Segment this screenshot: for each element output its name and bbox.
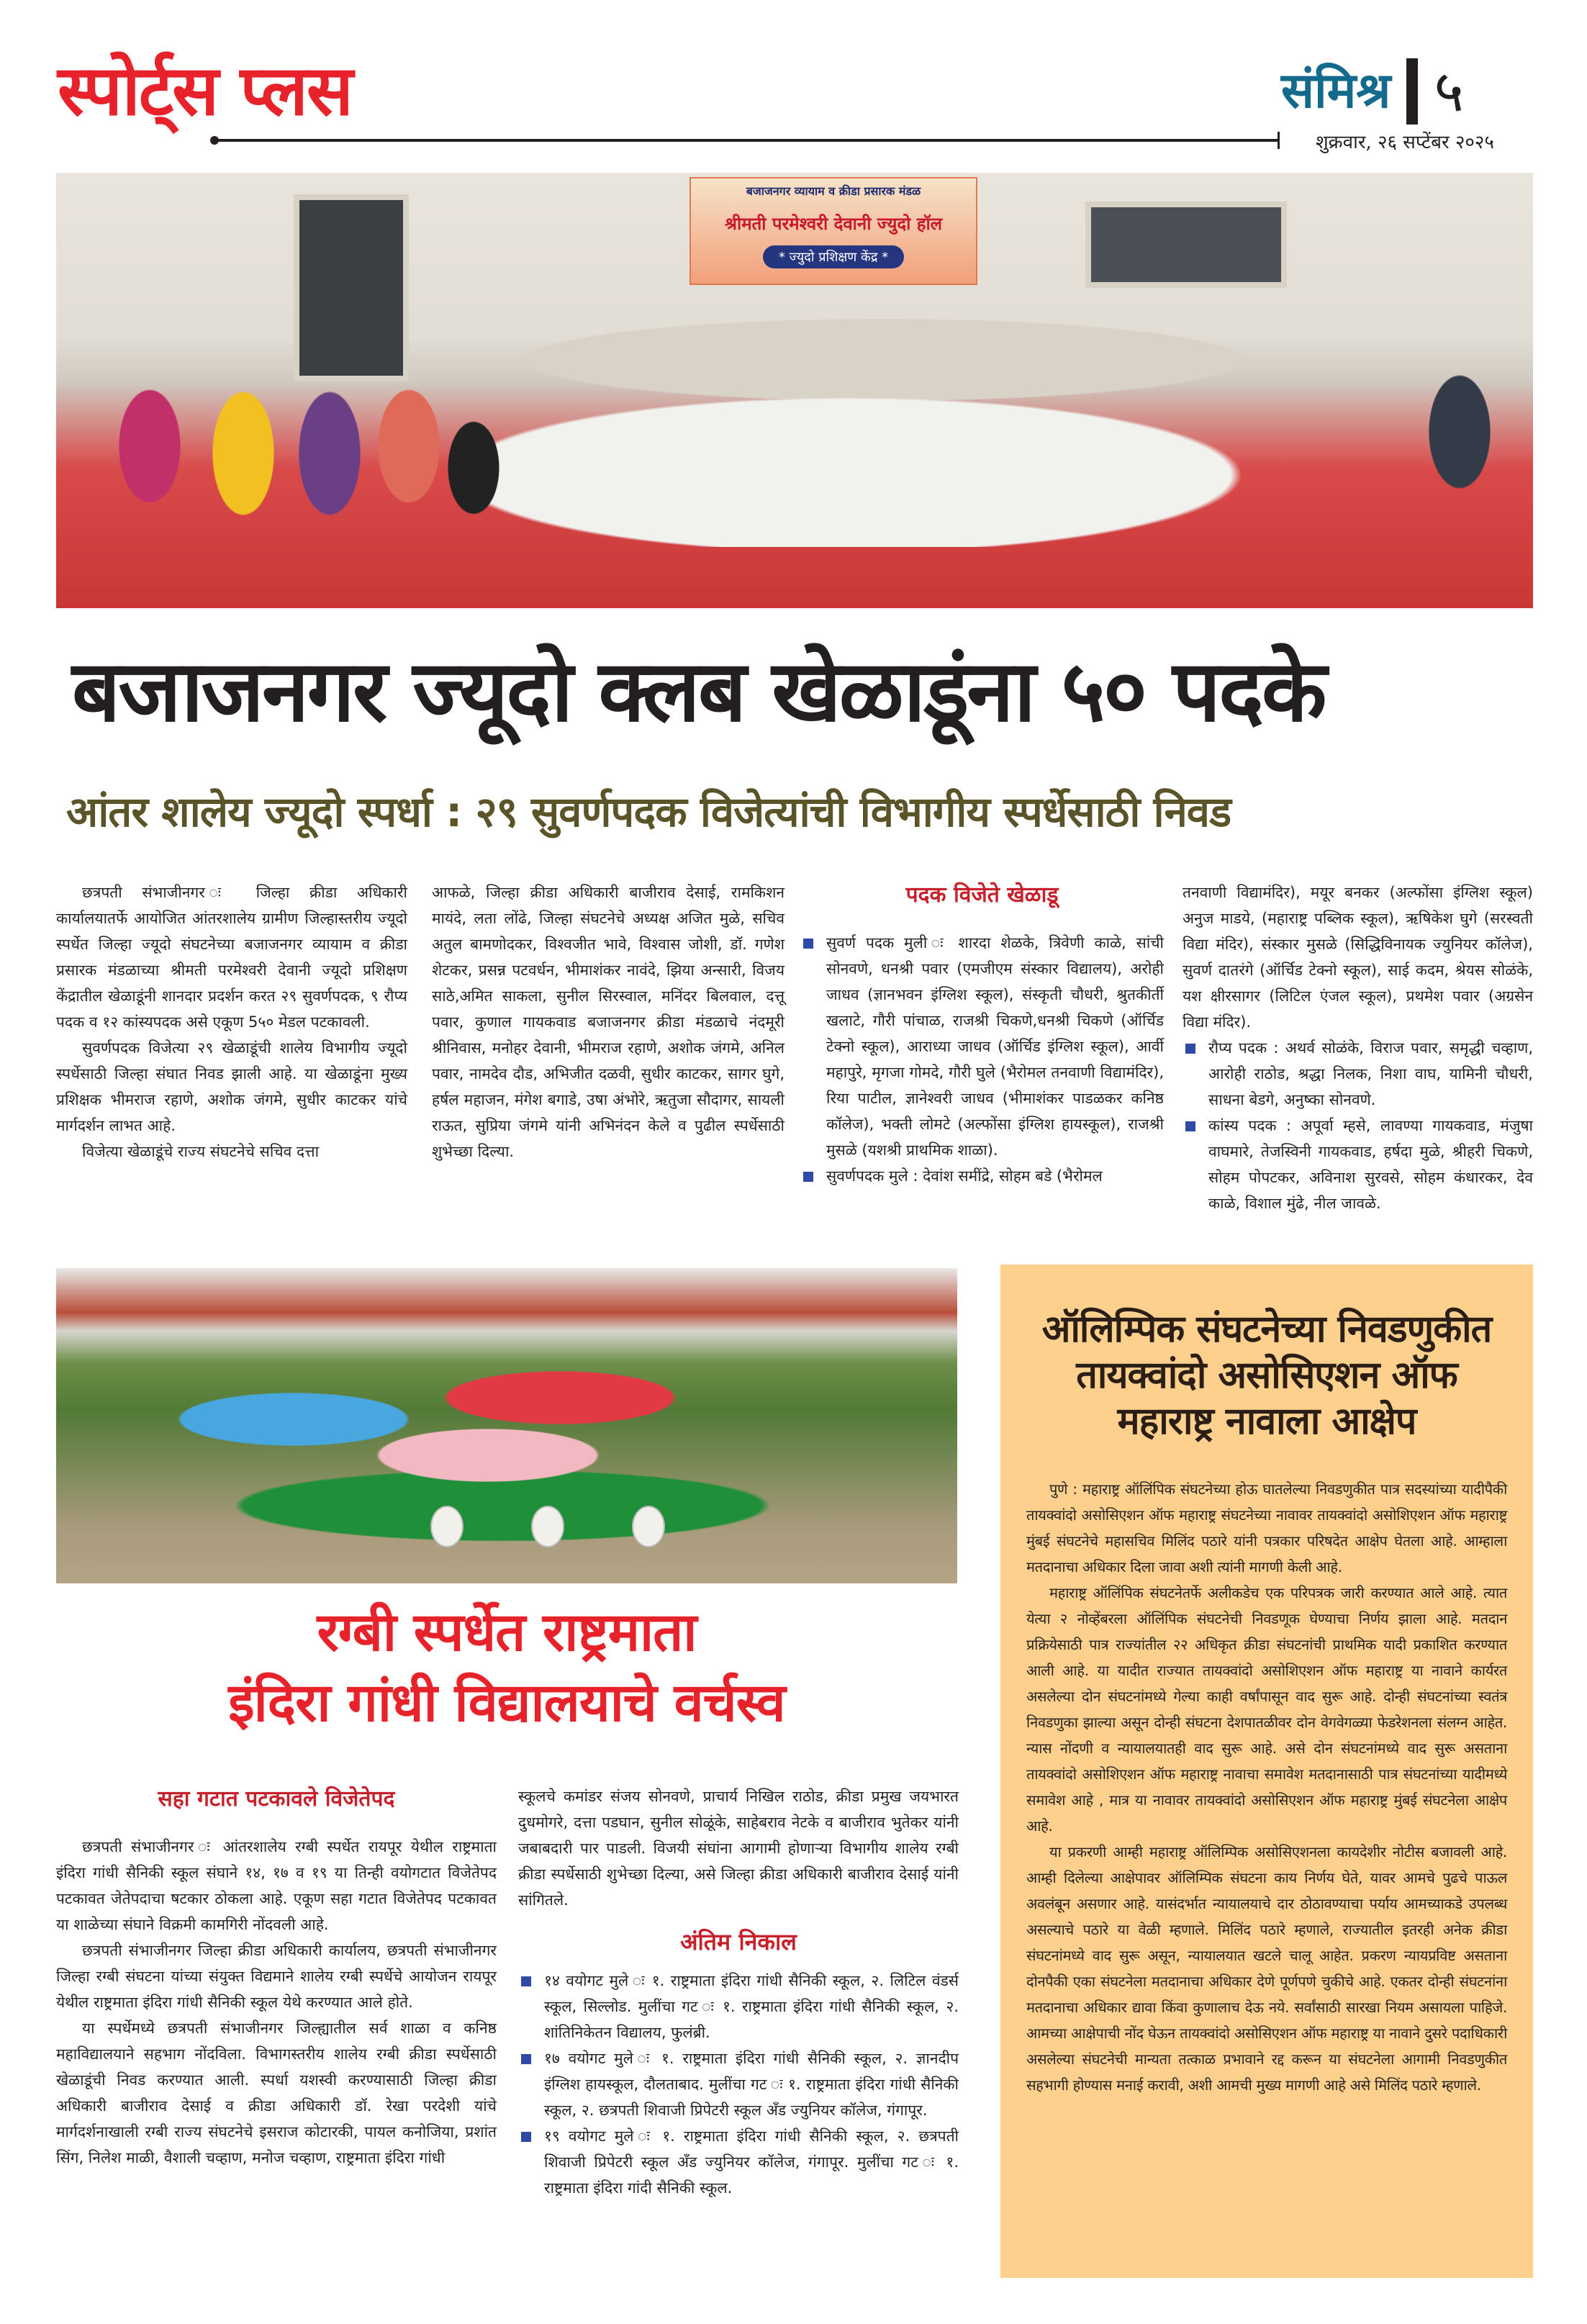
winners-column (800, 880, 1164, 1189)
square-bullet-icon (521, 2054, 531, 2064)
winners-text: सुवर्णपदक मुले : देवांश समींद्रे, सोहम बडे (भैरोमल (826, 1167, 1103, 1185)
results-list-item (518, 1968, 959, 2045)
winners-list-item (800, 1163, 1164, 1189)
article-paragraph: या स्पर्धेमध्ये छत्रपती संभाजीनगर जिल्ह्यातील सर्व शाळा व कनिष्ठ महाविद्यालयाने सहभाग नोंदविला. विभागस्तरीय शालेय रग्बी क्रीडा स्पर्धेसाठी खेळाडूंची निवड करण्यात आली. स्पर्धा यशस्वी करण्यासाठी जिल्हा क्रीडा अधिकारी बाजीराव देसाई व क्रीडा अधिकारी डॉ. रेखा परदेशी यांचे मार्गदर्शनाखाली रग्बी राज्य संघटनेचे इसराज कोटारकी, पायल कनोजिया, प्रशांत सिंग, निलेश माळी, वैशाली चव्हाण, मनोज चव्हाण, राष्ट्रमाता इंदिरा गांधी (56, 2020, 497, 2166)
article-paragraph: छत्रपती संभाजीनगर ः आंतरशालेय रग्बी स्पर्धेत रायपूर येथील राष्ट्रमाता इंदिरा गांधी सैनिकी स्कूल संघाने १४, १७ व १९ या तिन्ही वयोगटात विजेतेपद पटकावत जेतेपदाचा षटकार ठोकला आहे. एकूण सहा गटात विजेतेपद पटकावत या शाळेच्या संघाने विक्रमी कामगिरी नोंदवली आहे. (56, 1838, 497, 1933)
results-text: १४ वयोगट मुले ः १. राष्ट्रमाता इंदिरा गांधी सैनिकी स्कूल, २. लिटिल वंडर्स स्कूल, सिल्लोड. मुलींचा गट ः १. राष्ट्रमाता इंदिरा गांधी सैनिकी स्कूल, २. शांतिनिकेतन विद्यालय, फुलंब्री. (544, 1972, 959, 2041)
winners-text: तनवाणी विद्यामंदिर), मयूर बनकर (अल्फोंसा इंग्लिश स्कूल) अनुज माडये, (महाराष्ट्र पब्लिक स्कूल), ऋषिकेश घुगे (सरस्वती विद्या मंदिर), संस्कार मुसळे (सिद्धिविनायक ज्युनियर कॉलेज), सुवर्ण दातरंगे (ऑर्चिड टेक्नो स्कूल), साई कदम, श्रेयस सोळंके, यश क्षीरसागर (लिटिल एंजल स्कूल), प्रथमेश पवार (अग्रसेन विद्या मंदिर). (1183, 884, 1533, 1031)
rugby-column (518, 1783, 959, 2201)
article-paragraph: छत्रपती संभाजीनगर ः जिल्हा क्रीडा अधिकारी कार्यालयातर्फे आयोजित आंतरशालेय ग्रामीण जिल्हास्तरीय ज्यूदो स्पर्धेत जिल्हा ज्यूदो संघटनेच्या बजाजनगर व्यायाम व क्रीडा प्रसारक मंडळाच्या श्रीमती परमेश्वरी देवानी ज्यूदो प्रशिक्षण केंद्रातील खेळाडूंनी शानदार प्रदर्शन करत २९ सुवर्णपदक, ९ रौप्य पदक व १२ कांस्यपदक असे एकूण 5५० मेडल पटकावली. (56, 884, 407, 1031)
square-bullet-icon (1185, 1121, 1195, 1131)
section-title: स्पोर्ट्स प्लस (58, 50, 352, 131)
rugby-headline (56, 1598, 957, 1738)
article-paragraph: महाराष्ट्र ऑलिंपिक संघटनेतर्फे अलीकडेच एक परिपत्रक जारी करण्यात आले आहे. त्यात येत्या २ नोव्हेंबरला ऑलिंपिक संघटनेची निवडणूक घेण्याचा निर्णय झाला आहे. मतदान प्रक्रियेसाठी पात्र राज्यांतील २२ अधिकृत क्रीडा संघटनांची प्राथमिक यादी प्रकाशित करण्यात आली आहे. या यादीत राज्यात तायक्वांदो असोशिएशन ऑफ महाराष्ट्र या नावाने कार्यरत असलेल्या दोन संघटनांमध्ये गेल्या काही वर्षांपासून वाद सुरू आहे. दोन्ही संघटनांच्या स्वतंत्र निवडणुका झाल्या असून दोन्ही संघटना देशपातळीवर दोन वेगवेगळ्या फेडरेशनला संलग्न आहेत. न्यास नोंदणी व न्यायालयातही वाद सुरू आहे. असे दोन संघटनांमध्ये वाद सुरू असताना तायक्वांदो असोशिएशन ऑफ महाराष्ट्र नावाचा समावेश मतदानासाठी पात्र संघटनांच्या यादीमध्ये समावेश आहे , मात्र या नावावर तायक्वांदो असोसिएशन ऑफ महाराष्ट्र मुंबई संघटनेला आक्षेप आहे. (1026, 1584, 1507, 1835)
square-bullet-icon (803, 1172, 813, 1182)
results-heading: अंतिम निकाल (680, 1928, 797, 1955)
winners-list-item (800, 930, 1164, 1163)
rugby-ball (531, 1506, 564, 1547)
olympic-headline: ऑलिम्पिक संघटनेच्या निवडणुकीत तायक्वांदो असोसिएशन ऑफ महाराष्ट्र नावाला आक्षेप (1041, 1308, 1492, 1443)
rugby-headline-line: इंदिरा गांधी विद्यालयाचे वर्चस्व (228, 1671, 785, 1734)
issue-date: शुक्रवार, २६ सप्टेंबर २०२५ (1316, 132, 1494, 153)
olympic-body (1026, 1476, 1507, 2098)
banner-line: * ज्युदो प्रशिक्षण केंद्र * (763, 245, 904, 268)
winners-column (1183, 880, 1533, 1216)
article-paragraph: विजेत्या खेळाडूंचे राज्य संघटनेचे सचिव दत्ता (82, 1143, 320, 1160)
results-text: १९ वयोगट मुले ः १. राष्ट्रमाता इंदिरा गांधी सैनिकी स्कूल, २. छत्रपती शिवाजी प्रिपेटरी स्कूल अँड ज्युनियर कॉलेज, गंगापूर. मुलींचा गट ः १. राष्ट्रमाता इंदिरा गांदी सैनिकी स्कूल. (544, 2128, 959, 2197)
winners-text: रौप्य पदक : अथर्व सोळंके, विराज पवार, समृद्धी चव्हाण, आरोही राठोड, श्रद्धा निलक, निशा वाघ, यामिनी चौधरी, साधना बेडगे, अनुष्का सोनवणे. (1208, 1039, 1533, 1108)
main-headline: बजाजनगर ज्यूदो क्लब खेळाडूंना ५० पदके (72, 641, 1325, 741)
article-paragraph: छत्रपती संभाजीनगर जिल्हा क्रीडा अधिकारी कार्यालय, छत्रपती संभाजीनगर जिल्हा रग्बी संघटना यांच्या संयुक्त विद्यमाने शालेय रग्बी स्पर्धेचे आयोजन रायपूर येथील राष्ट्रमाता इंदिरा गांधी सैनिकी स्कूल येथे करण्यात आले होते. (56, 1942, 497, 2011)
winners-list-item (1183, 1113, 1533, 1216)
results-list-item (518, 2045, 959, 2123)
rugby-column (56, 1783, 497, 2171)
article-column (56, 880, 407, 1165)
page-number: ५ (1434, 58, 1464, 125)
winners-text: कांस्य पदक : अपूर्वा म्हसे, लावण्या गायकवाड, मंजुषा वाघमारे, तेजस्विनी गायकवाड, हर्षदा मुळे, श्रीहरी चिकणे, सोहम पोपटकर, अविनाश सुरवसे, सोहम कंधारकर, देव काळे, विशाल मुंढे, नील जावळे. (1208, 1117, 1533, 1212)
article-paragraph: आफळे, जिल्हा क्रीडा अधिकारी बाजीराव देसाई, रामकिशन मायंदे, लता लोंढे, जिल्हा संघटनेचे अध्यक्ष अजित मुळे, सचिव अतुल बामणोदकर, विश्वजीत भावे, विश्वास जोशी, डॉ. गणेश शेटकर, प्रसन्न पटवर्धन, भीमाशंकर नावंदे, झिया अन्सारी, विजय साठे,अमित साकला, सुनील सिरस्वाल, मनिंदर बिलवाल, दत्तू पवार, कुणाल गायकवाड बजाजनगर क्रीडा मंडळाचे नंदमूरी श्रीनिवास, मनोहर देवानी, भीमराज रहाणे, अशोक जंगमे, अनिल पवार, नामदेव दौड, अभिजीत दळवी, सुधीर काटकर, सागर घुगे, हर्षल महाजन, मंगेश बगाडे, उषा अंभोरे, ऋतुजा सौदागर, सायली राऊत, सुप्रिया जंगमे यांनी अभिनंदन केले व पुढील स्पर्धेसाठी शुभेच्छा दिल्या. (432, 884, 785, 1160)
rugby-subheading: सहा गटात पटकावले विजेतेपद (158, 1786, 395, 1812)
photo-people (56, 1333, 957, 1542)
results-text: १७ वयोगट मुले ः १. राष्ट्रमाता इंदिरा गांधी सैनिकी स्कूल, २. ज्ञानदीप इंग्लिश हायस्कूल, दौलताबाद. मुलींचा गट ः १. राष्ट्रमाता इंदिरा गांधी सैनिकी स्कूल, २. छत्रपती शिवाजी प्रिपेटरी स्कूल अँड ज्युनियर कॉलेज, गंगापूर. (544, 2050, 959, 2119)
masthead (1281, 52, 1464, 131)
header-rule (214, 139, 1280, 142)
masthead-name: संमिश्र (1281, 63, 1391, 119)
rugby-ball (430, 1506, 464, 1547)
winners-heading: पदक विजेते खेळाडू (905, 882, 1059, 908)
banner-line: बजाजनगर व्यायाम व क्रीडा प्रसारक मंडळ (746, 184, 921, 198)
olympic-article-box (1000, 1265, 1533, 2278)
sub-headline: आंतर शालेय ज्यूदो स्पर्धा : २९ सुवर्णपदक विजेत्यांची विभागीय स्पर्धेसाठी निवड (66, 787, 1231, 836)
winners-list-item (1183, 1035, 1533, 1113)
article-paragraph: या प्रकरणी आम्ही महाराष्ट्र ऑलिम्पिक असोसिएशनला कायदेशीर नोटीस बजावली आहे. आम्ही दिलेल्या आक्षेपावर ऑलिम्पिक संघटना काय निर्णय घेते, यावर आमचे पुढचे पाऊल अवलंबून असणार आहे. यासंदर्भात न्यायालयाचे दार ठोठावण्याचा पर्याय आमच्याकडे उपलब्ध असल्याचे पठारे या वेळी म्हणाले. मिलिंद पठारे म्हणाले, राज्यातील इतरही अनेक क्रीडा संघटनांमध्ये वाद सुरू असून, न्यायालयात खटले चालू आहेत. प्रकरण न्यायप्रविष्ट असताना दोनपैकी एका संघटनेला मतदानाचा अधिकार देणे पूर्णपणे चुकीचे आहे. एकतर दोन्ही संघटनांना मतदानाचा अधिकार द्यावा किंवा कुणालाच देऊ नये. सर्वांसाठी सारखा नियम असायला पाहिजे. आमच्या आक्षेपाची नोंद घेऊन तायक्वांदो असोसिएशन ऑफ महाराष्ट्र या नावाने दुसरे पदाधिकारी असलेल्या संघटनेची मान्यता तत्काळ प्रभावाने रद्द करून या संघटनेला आगामी निवडणुकीत सहभागी होण्यास मनाई करावी, अशी आमची मुख्य मागणी आहे असे मिलिंद पठारे म्हणाले. (1026, 1843, 1507, 2094)
square-bullet-icon (521, 2132, 531, 2142)
square-bullet-icon (521, 1976, 531, 1986)
article-paragraph: स्कूलचे कमांडर संजय सोनवणे, प्राचार्य निखिल राठोड, क्रीडा प्रमुख जयभारत दुधमोगरे, दत्ता पडघान, सुनील सोळूंके, साहेबराव नेटके व बाजीराव भुतेकर यांनी जबाबदारी पार पाडली. विजयी संघांना आगामी होणाऱ्या विभागीय शालेय रग्बी क्रीडा स्पर्धेसाठी शुभेच्छा दिल्या, असे जिल्हा क्रीडा अधिकारी बाजीराव देसाई यांनी सांगितले. (518, 1788, 959, 1909)
results-list-item (518, 2123, 959, 2201)
article-paragraph: सुवर्णपदक विजेत्या २९ खेळाडूंची शालेय विभागीय ज्यूदो स्पर्धेसाठी जिल्हा संघात निवड झाली आहे. या खेळाडूंना मुख्य प्रशिक्षक भीमराज रहाणे, अशोक जंगमे, सुधीर काटकर यांचे मार्गदर्शन लाभत आहे. (56, 1039, 407, 1134)
winners-list-item-continued (1183, 880, 1533, 1035)
article-column (432, 880, 785, 1165)
photo-window (1085, 202, 1287, 288)
rugby-headline-line: रग्बी स्पर्धेत राष्ट्रमाता (317, 1601, 697, 1663)
rugby-ball (632, 1506, 665, 1547)
banner-line: श्रीमती परमेश्वरी देवानी ज्युदो हॉल (725, 214, 942, 234)
photo-people (56, 288, 1533, 547)
photo-banner (689, 177, 977, 285)
judo-team-photo (56, 173, 1533, 608)
rugby-team-photo (56, 1268, 957, 1583)
winners-text: सुवर्ण पदक मुली ः शारदा शेळके, त्रिवेणी काळे, सांची सोनवणे, धनश्री पवार (एमजीएम संस्कार विद्यालय), अरोही जाधव (ज्ञानभवन इंग्लिश स्कूल), संस्कृती चौधरी, श्रुतकीर्ती खलाटे, गौरी पांचाळ, राजश्री चिकणे,धनश्री चिकणे (ऑर्चिड टेक्नो स्कूल), आराध्या जाधव (ऑर्चिड इंग्लिश स्कूल), आर्वी महापुरे, मृगजा गोमदे, गौरी घुले (भैरोमल तनवाणी विद्यामंदिर), रिया पाटील, ज्ञानेश्वरी जाधव (भीमाशंकर पाडळकर कनिष्ठ कॉलेज), भक्ती लोमटे (अल्फोंसा इंग्लिश हायस्कूल), राजश्री मुसळे (यशश्री प्राथमिक शाळा). (826, 934, 1164, 1159)
article-paragraph: पुणे : महाराष्ट्र ऑलिंपिक संघटनेच्या होऊ घातलेल्या निवडणुकीत पात्र सदस्यांच्या यादीपैकी तायक्वांदो असोसिएशन ऑफ महाराष्ट्र संघटनेच्या नावावर तायक्वांदो असोशिएशन ऑफ महाराष्ट्र मुंबई संघटनेचे महासचिव मिलिंद पठारे यांनी पत्रकार परिषदेत आक्षेप घेतला आहे. आम्हाला मतदानाचा अधिकार दिला जावा अशी त्यांनी मागणी केली आहे. (1026, 1480, 1507, 1575)
square-bullet-icon (1185, 1044, 1195, 1054)
square-bullet-icon (803, 939, 813, 949)
masthead-divider (1406, 58, 1418, 125)
